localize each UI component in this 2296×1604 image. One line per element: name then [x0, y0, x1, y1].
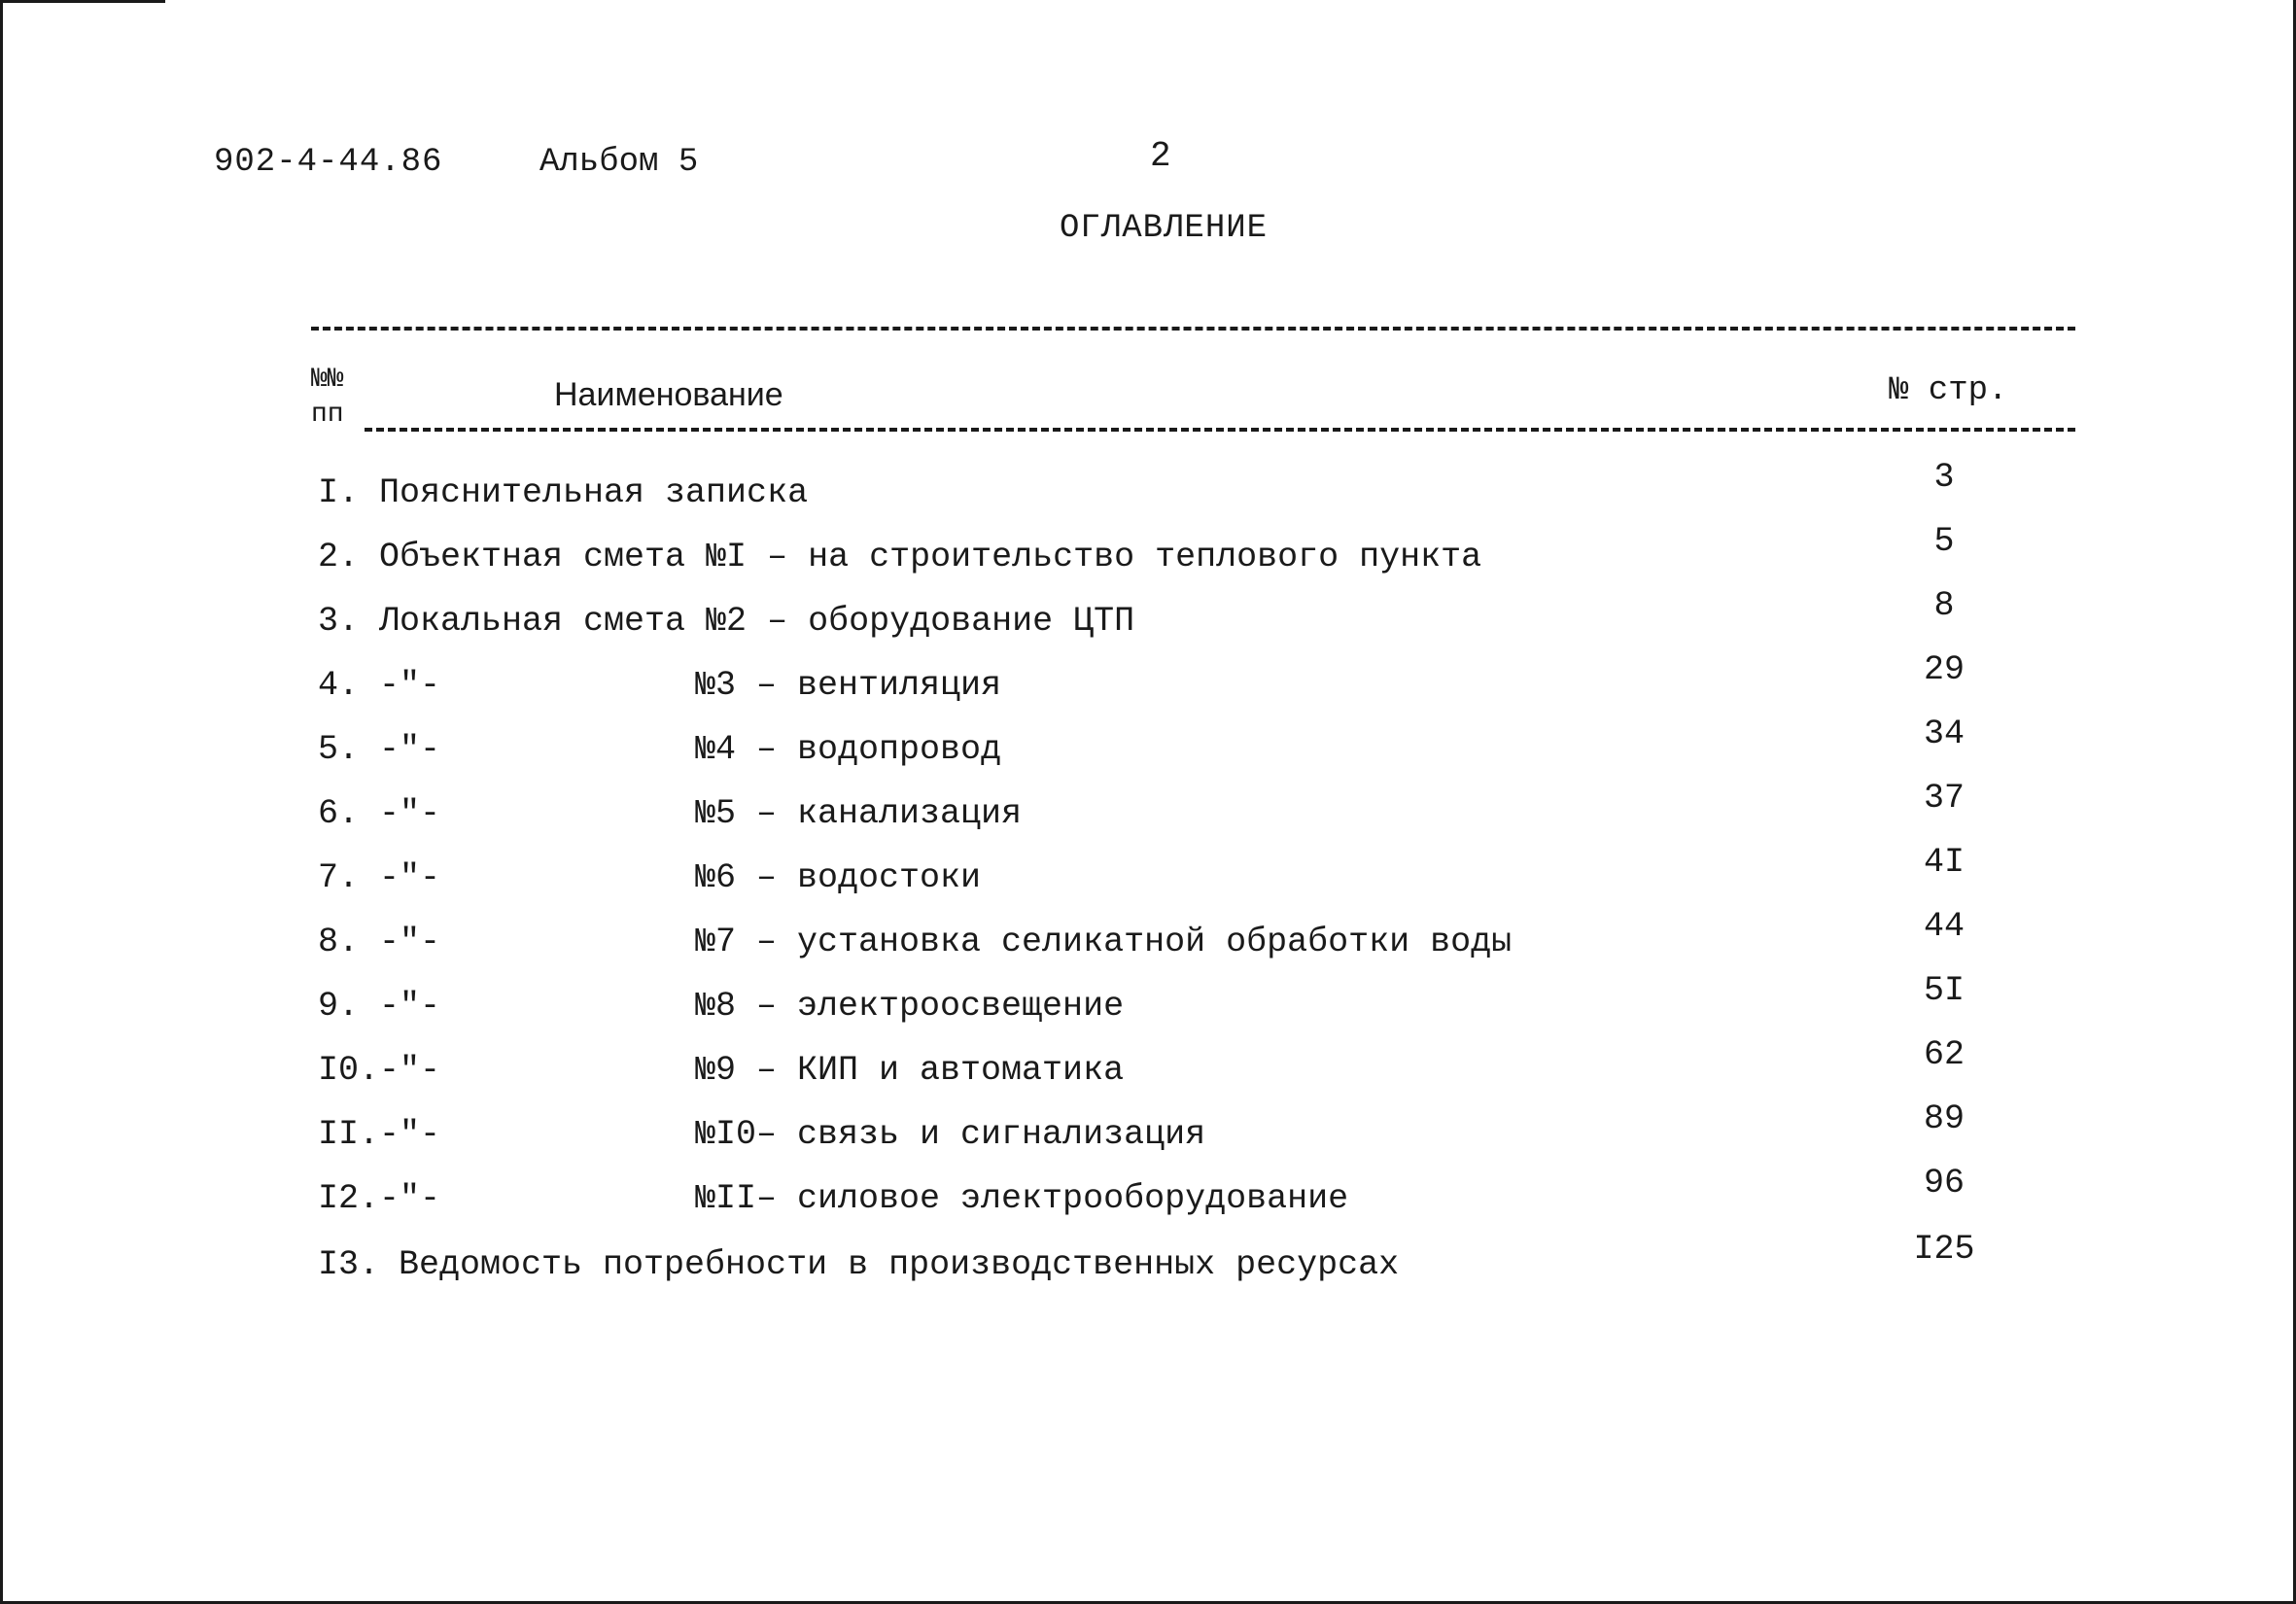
- toc-row-page: 34: [1923, 715, 1965, 753]
- toc-row-number: 3.: [318, 602, 360, 641]
- toc-row-page: 4I: [1923, 843, 1965, 882]
- column-header-number-line2: пп: [311, 400, 344, 430]
- toc-row-title: №6 – водостоки: [695, 858, 982, 897]
- toc-row-page: 62: [1923, 1035, 1965, 1074]
- toc-row-number: 4.: [318, 666, 360, 705]
- column-header-page: № стр.: [1889, 372, 2008, 409]
- toc-row-page: 89: [1923, 1099, 1965, 1138]
- toc-row-title: №8 – электроосвещение: [695, 987, 1125, 1026]
- table-top-divider: [311, 327, 2075, 331]
- toc-row-ditto: -"-: [379, 987, 441, 1026]
- toc-row-ditto: -"-: [379, 666, 441, 705]
- column-header-name: Наименование: [554, 376, 783, 413]
- toc-row-page: 8: [1933, 586, 1955, 625]
- table-header-divider: [365, 428, 2075, 432]
- toc-row-title: №4 – водопровод: [695, 730, 1002, 769]
- toc-row-page: 5: [1933, 522, 1955, 561]
- toc-row-ditto: -"-: [379, 1115, 441, 1154]
- toc-row-ditto: -"-: [379, 858, 441, 897]
- toc-row-number: 2.: [318, 538, 360, 576]
- toc-row-page: 44: [1923, 907, 1965, 946]
- toc-row-number: II.: [318, 1115, 380, 1154]
- column-header-number: [311, 363, 344, 433]
- toc-row-title: Пояснительная записка: [379, 473, 809, 512]
- toc-row-page: 29: [1923, 650, 1965, 689]
- toc-row-number: 7.: [318, 858, 360, 897]
- album-label: Альбом 5: [539, 144, 699, 181]
- page-title: ОГЛАВЛЕНИЕ: [1060, 210, 1269, 247]
- toc-row-page: 5I: [1923, 971, 1965, 1010]
- toc-row-number: I3.: [318, 1245, 380, 1284]
- toc-row-ditto: -"-: [379, 794, 441, 833]
- column-header-number-line1: №№: [311, 365, 344, 395]
- toc-row-number: 5.: [318, 730, 360, 769]
- toc-row-title: №5 – канализация: [695, 794, 1023, 833]
- toc-row-page: 3: [1933, 458, 1955, 497]
- toc-row-number: I.: [318, 473, 360, 512]
- page-border-top: [0, 0, 165, 3]
- page-number: 2: [1150, 136, 1171, 176]
- toc-row-number: 9.: [318, 987, 360, 1026]
- toc-row-page: I25: [1913, 1230, 1975, 1269]
- toc-row: [0, 1230, 2296, 1309]
- toc-row-number: 8.: [318, 923, 360, 961]
- toc-row-title: №9 – КИП и автоматика: [695, 1051, 1125, 1090]
- document-code: 902-4-44.86: [214, 144, 443, 181]
- toc-row-ditto: -"-: [379, 730, 441, 769]
- toc-row-title: №I0– связь и сигнализация: [695, 1115, 1206, 1154]
- toc-row-title: Ведомость потребности в производственных ресурсах: [399, 1245, 1400, 1284]
- toc-row-title: №II– силовое электрооборудование: [695, 1179, 1349, 1218]
- toc-row-title: Объектная смета №I – на строительство теплового пункта: [379, 538, 1482, 576]
- toc-row-page: 96: [1923, 1164, 1965, 1203]
- toc-row-ditto: -"-: [379, 1179, 441, 1218]
- toc-row-ditto: -"-: [379, 1051, 441, 1090]
- toc-row-number: 6.: [318, 794, 360, 833]
- toc-row-title: №3 – вентиляция: [695, 666, 1002, 705]
- toc-row-title: №7 – установка селикатной обработки воды: [695, 923, 1513, 961]
- toc-row-page: 37: [1923, 779, 1965, 818]
- toc-row-number: I0.: [318, 1051, 380, 1090]
- toc-row-title: Локальная смета №2 – оборудование ЦТП: [379, 602, 1135, 641]
- toc-row-number: I2.: [318, 1179, 380, 1218]
- toc-row-ditto: -"-: [379, 923, 441, 961]
